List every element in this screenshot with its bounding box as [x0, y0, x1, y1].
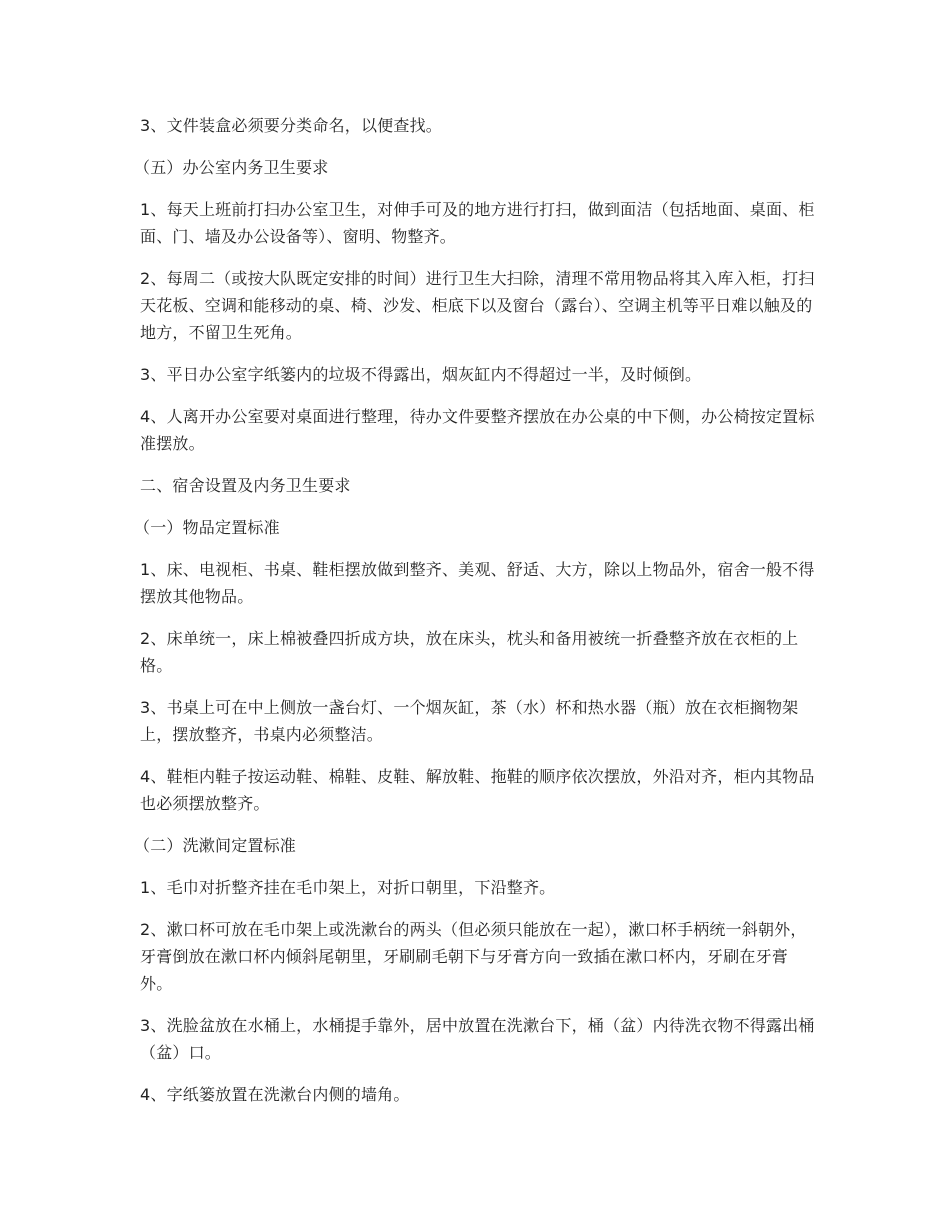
- subheading-item-placement: （一）物品定置标准: [134, 518, 280, 537]
- paragraph-daily-cleaning: 1、每天上班前打扫办公室卫生，对伸手可及的地方进行打扫，做到面洁（包括地面、桌面、柜面、门、墙及办公设备等）、窗明、物整齐。: [140, 200, 815, 246]
- paragraph-file-boxes: 3、文件装盒必须要分类命名，以便查找。: [140, 116, 442, 135]
- paragraph-desk-tidy: 4、人离开办公室要对桌面进行整理，待办文件要整齐摆放在办公桌的中下侧，办公椅按定置标准摆放。: [140, 407, 815, 453]
- paragraph-toothbrush-cup: 2、漱口杯可放在毛巾架上或洗漱台的两头（但必须只能放在一起），漱口杯手柄统一斜朝外，牙膏倒放在漱口杯内倾斜尾朝里，牙刷刷毛朝下与牙膏方向一致插在漱口杯内，牙刷在牙膏外。: [140, 920, 807, 993]
- document-page: [134, 112, 815, 1123]
- heading-dormitory: 二、宿舍设置及内务卫生要求: [140, 476, 351, 495]
- paragraph-bedding: 2、床单统一，床上棉被叠四折成方块，放在床头，枕头和备用被统一折叠整齐放在衣柜的上格。: [140, 629, 799, 675]
- paragraph-towel: 1、毛巾对折整齐挂在毛巾架上，对折口朝里，下沿整齐。: [140, 878, 556, 897]
- paragraph-desk-items: 3、书桌上可在中上侧放一盏台灯、一个烟灰缸，茶（水）杯和热水器（瓶）放在衣柜搁物架上，摆放整齐，书桌内必须整洁。: [140, 698, 799, 744]
- subheading-office-hygiene: （五）办公室内务卫生要求: [134, 158, 329, 177]
- paragraph-shoe-cabinet: 4、鞋柜内鞋子按运动鞋、棉鞋、皮鞋、解放鞋、拖鞋的顺序依次摆放，外沿对齐，柜内其物品也必须摆放整齐。: [140, 767, 815, 813]
- paragraph-washbasin: 3、洗脸盆放在水桶上，水桶提手靠外，居中放置在洗漱台下，桶（盆）内待洗衣物不得露出桶（盆）口。: [140, 1016, 815, 1062]
- paragraph-wastebasket: 3、平日办公室字纸篓内的垃圾不得露出，烟灰缸内不得超过一半，及时倾倒。: [140, 365, 702, 384]
- paragraph-weekly-cleaning: 2、每周二（或按大队既定安排的时间）进行卫生大扫除，清理不常用物品将其入库入柜，打扫天花板、空调和能移动的桌、椅、沙发、柜底下以及窗台（露台）、空调主机等平日难以触及的地方，不留卫生死角。: [140, 269, 815, 342]
- subheading-washroom: （二）洗漱间定置标准: [134, 836, 297, 855]
- paragraph-furniture: 1、床、电视柜、书桌、鞋柜摆放做到整齐、美观、舒适、大方，除以上物品外，宿舍一般不得摆放其他物品。: [140, 560, 815, 606]
- paragraph-paper-basket: 4、字纸篓放置在洗漱台内侧的墙角。: [140, 1085, 410, 1104]
